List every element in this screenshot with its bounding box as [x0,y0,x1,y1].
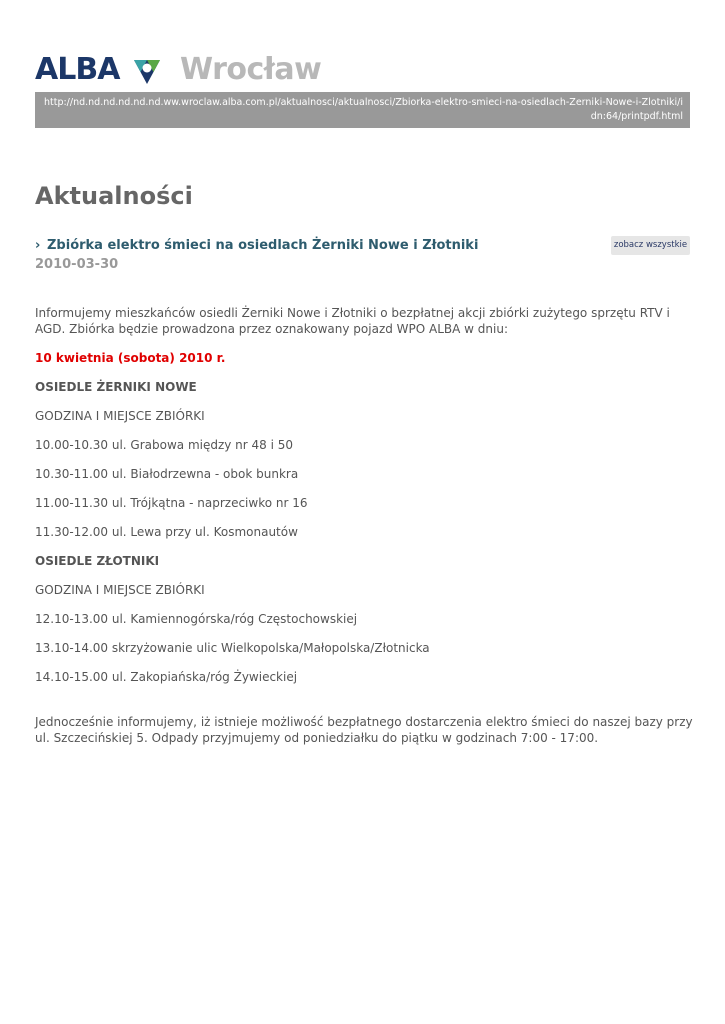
site-logo[interactable] [35,52,335,88]
section-subtitle: GODZINA I MIEJSCE ZBIÓRKI [35,409,205,423]
section-title: OSIEDLE ZŁOTNIKI [35,554,160,568]
list-item: 10.00-10.30 ul. Grabowa między nr 48 i 50 [35,438,294,452]
article-title-text: Zbiórka elektro śmieci na osiedlach Żerniki Nowe i Złotniki [47,238,479,253]
see-all-button[interactable]: zobacz wszystkie [611,236,690,255]
page-title: Aktualności [35,182,193,210]
page-url: http://nd.nd.nd.nd.nd.nd.ww.wroclaw.alba.com.pl/aktualnosci/aktualnosci/Zbiorka-elektro-smieci-na-osiedlach-Zerniki-Nowe-i-Zlotniki/idn:64/printpdf.html [35,92,690,128]
logo-city: Wrocław [180,52,322,87]
list-item: 11.00-11.30 ul. Trójkątna - naprzeciwko nr 16 [35,496,308,510]
alba-logo-icon [132,56,162,86]
list-item: 11.30-12.00 ul. Lewa przy ul. Kosmonautów [35,525,298,539]
list-item: 14.10-15.00 ul. Zakopiańska/róg Żywieckiej [35,670,298,684]
article-date: 2010-03-30 [35,257,119,272]
logo-text: ALBA [35,52,120,87]
list-item: 13.10-14.00 skrzyżowanie ulic Wielkopolska/Małopolska/Złotnicka [35,641,430,655]
list-item: 12.10-13.00 ul. Kamiennogórska/róg Częstochowskiej [35,612,358,626]
event-date: 10 kwietnia (sobota) 2010 r. [35,351,226,365]
section-title: OSIEDLE ŻERNIKI NOWE [35,380,197,394]
chevron-right-icon: › [35,238,41,253]
article-outro: Jednocześnie informujemy, iż istnieje możliwość bezpłatnego dostarczenia elektro śmieci do naszej bazy przy ul. Szczecińskiej 5. Odpady przyjmujemy od poniedziałku do piątku w godzinach 7:00 - 17:00. [35,715,693,745]
list-item: 10.30-11.00 ul. Białodrzewna - obok bunkra [35,467,299,481]
section-subtitle: GODZINA I MIEJSCE ZBIÓRKI [35,583,205,597]
article-title[interactable] [35,236,478,256]
article-intro: Informujemy mieszkańców osiedli Żerniki Nowe i Złotniki o bezpłatnej akcji zbiórki zużytego sprzętu RTV i AGD. Zbiórka będzie prowadzona przez oznakowany pojazd WPO ALBA w dniu: [35,306,670,336]
